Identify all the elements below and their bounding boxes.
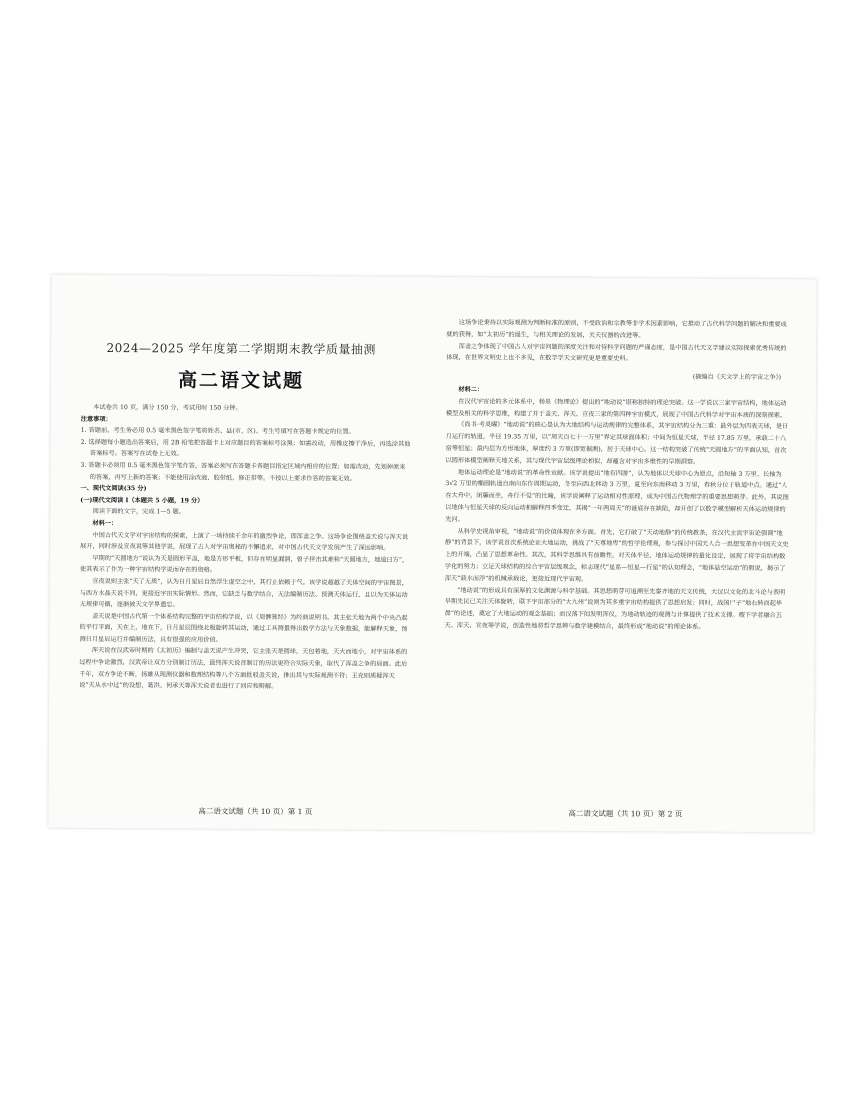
material-1-label: 材料一： bbox=[92, 519, 118, 528]
material-2-label: 材料二： bbox=[458, 386, 484, 394]
source-citation: (摘编自《天文学上的宇宙之争》) bbox=[692, 373, 782, 382]
paragraph: 地体运动理论是“地动说”的革命性贡献。该学说提出“地有四游”，认为地体以天球中心为原点，沿短轴 3 万里、长轴为 3√2 万里的椭圆轨道自南向东作周期运动，冬至向西北移动 3 万里，夏至向东南移动 3 万里，春秋分位于轨道中点。通过“人在大舟中，闭牖而坐，舟行不觉”的比喻，该学说阐释了运动相对性原理，成为中国古代物理学的重要思想萌芽。此外，其说图以地体与恒星天球的反向运动相解释四季变迁，其揭“一年两周天”的谜底存在缺陷，却开创了以数学模型解析天体运动规律的先河。 bbox=[445, 468, 789, 523]
paragraph: 浑天说在汉武帝时期的《太初历》编制与盖天说产生冲突，它主张天是圆球，天包着地，天大而地小，对宇宙体系的过程中争论激烈，汉武帝让双方分别制订历法，最终浑天说首制订的历法更符合实际天象，取代了浑盖之争的局面。此后千年，双方争论不断，扬雄从现测仪器和数理结构等八个方面批驳盖天说，推出其与实际观测不符；王充则质疑浑天说“天从水中过”的设想，葛洪、何承天等浑天说者也进行了回应和辩解。 bbox=[79, 647, 408, 691]
notice-item-1: 1. 答题前，考生务必用 0.5 毫米黑色签字笔将姓名、县(市、区)、考生号填写在答题卡规定的位置。 bbox=[80, 427, 355, 436]
notice-item-3: 3. 答题卡必须用 0.5 毫米黑色签字笔作答，答案必须写在答题卡各题目指定区域内相应的位置；如需改动，先划掉原来的答案，再写上新的答案；不能使用涂改液、胶带纸、修正带等。不按以上要求作答的答案无效。 bbox=[80, 461, 406, 483]
paragraph: 宣夜说则主张“天了无质”，认为日月星辰自然浮生虚空之中，其行止依赖于气。该学说超越了天体空间的宇宙图景，与西方水晶天说不同，更接近宇宙实际情形。然而，它缺乏与数学结合，无法编制历法、预测天体运行，且以为天体运动无规律可循，逐渐被天文学界遗忘。 bbox=[79, 577, 408, 609]
right-column bbox=[445, 317, 792, 634]
paragraph: “地动说”的形成具有深厚的文化渊源与科学基础。其思想萌芽可追溯至先秦齐地的天文传统，大汉以文化的北斗论与表明早期先民已关注天体旋转，联下宇宙部分的“大九州”说则为其多重宇宙结构提供了思想启发；同时，战国尸子“地右转而起毕昴”的论述，奠定了大地运动的观念基础；而汉落下闳发明浑仪，为地动轨迹的观测与计算提供了技术支撑。稷下学者融合五天、浑天、宣夜等学说，创造性地将哲学思辨与数学建模结合，最终形成“地动说”的理论体系。 bbox=[444, 586, 786, 631]
instruction: 阅读下面的文字，完成 1—5 题。 bbox=[92, 508, 185, 516]
paragraph: 浑盖之争体现了中国古人对宇宙问题的深度关注和对待科学问题的严谨态度，是中国古代天文学建议实际探索优秀传统的体现，在世界文明史上也不多见，在数学学天文研究更是重要史料。 bbox=[446, 342, 787, 363]
exam-sheet bbox=[48, 275, 816, 833]
paragraph: 从科学史视角审视，“地动说”的价值体现在多方面。首先，它打破了“天动地静”的传统教条，在汉代主流宇宙论强调“地静”的背景下，该学说首次系统论证大地运动，挑战了“天尊地卑”的哲学伦理观，参与探讨中国天人合一思想变革在中国天文史上的开端，凸显了思想革命性。其次，其科学思维具有前瞻性，对天体半径、地体运动规律的量化设定，展现了将宇宙结构数学化的努力；立足天球结构的综合宇宙层级观念，标志现代“星系—恒星—行星”的认知理念，“地体悬空运动”的假说，揭示了浑天“载水而浮”的机械承载论，更接近现代宇宙观。 bbox=[444, 527, 789, 583]
page-footer-left: 高二语文试题（共 10 页）第 1 页 bbox=[198, 806, 313, 817]
notice-title: 注意事项： bbox=[80, 415, 112, 423]
exam-info: 本试卷共 10 页，满分 150 分，考试用时 150 分钟。 bbox=[93, 403, 242, 412]
paragraph: 早期的“天圆地方”说认为天是圆形平盖，地是方形平板，但存在明显漏洞，曾子抨击其难称“天圆地方，地道曰方”，使其表示了作为一种宇宙结构学说而存在的资格。 bbox=[79, 554, 409, 574]
paragraph: 盖天说是中国古代第一个体系结构完整的宇宙结构学说，以《周髀算经》为经典说明书。其主张天地为两个中央凸起的平行平面，天在上，地在下，日月星辰围绕北极旋转其运动，通过工具测量得出数学方法与天象数据，能解释天象，预测日月星辰运行并编制历法，具有很强的应用价值。 bbox=[79, 612, 408, 644]
section-heading: 一、现代文阅读(35 分) bbox=[80, 485, 147, 493]
paragraph: 这场争论秉持以实际观测为判断标准的原则，不受政治和宗教等非学术因素影响，它推动了古代科学问题的解决和重要成就的获得，如“太初历”的诞生，与相关理论的发展，关天仪器的改进等。 bbox=[446, 319, 787, 340]
paragraph: 《尚书·考灵曜》“地动说”的核心是认为大地结构与运动规律的完整体系，其宇宙结构分为三重：最外层为四表天球，是日月运行的轨道，半径 19.35 万里，以“周天百七十一万里”界定其球面体积；中间为恒星天球，半径 17.85 万里，承载二十八宿等恒星；最内层为方形地体，厚度约 3 万里(即宽据测)，居于天球中心。这一结构突破了传统“天圆地方”的平面认知，首次以圆形体模型阐释天地关系，其与现代宇宙层级理论相似，却蕴含对宇宙多维性的早期洞察。 bbox=[445, 421, 789, 466]
subsection-heading: (一)现代文阅读 I（本题共 5 小题，19 分） bbox=[80, 496, 204, 505]
paragraph: 在汉代宇宙论的多元体系中，杨泉《物理论》提出的“地动说”堪称独特的理论突破。这一学说以三家宇宙结构，地体运动模型及相关的科学思维，构建了并于盖天、浑天、宣夜三家的第四种宇宙模式，展现了中国古代科学对宇宙本质的深刻探索。 bbox=[445, 397, 787, 419]
main-title: 高二语文试题 bbox=[177, 369, 305, 393]
exam-title: 2024—2025 学年度第二学期期末教学质量抽测 bbox=[106, 341, 376, 357]
paragraph: 中国古代天文学对宇宙结构的探索，上演了一场持续千余年的激烈争论，即浑盖之争。这场争论围绕盖天说与浑天说展开，同时涉及宣夜说等其他学说，展现了古人对宇宙奥秘的不懈追求，对中国古代天文学发展产生了深远影响。 bbox=[80, 531, 409, 552]
left-column bbox=[79, 402, 411, 694]
page-footer-right: 高二语文试题（共 10 页）第 2 页 bbox=[568, 808, 683, 819]
notice-item-2: 2. 选择题每小题选出答案后，用 2B 铅笔把答题卡上对应题目的答案标号涂黑；如需改动，用橡皮擦干净后，再选涂其他答案标号。答案写在试卷上无效。 bbox=[80, 438, 411, 458]
